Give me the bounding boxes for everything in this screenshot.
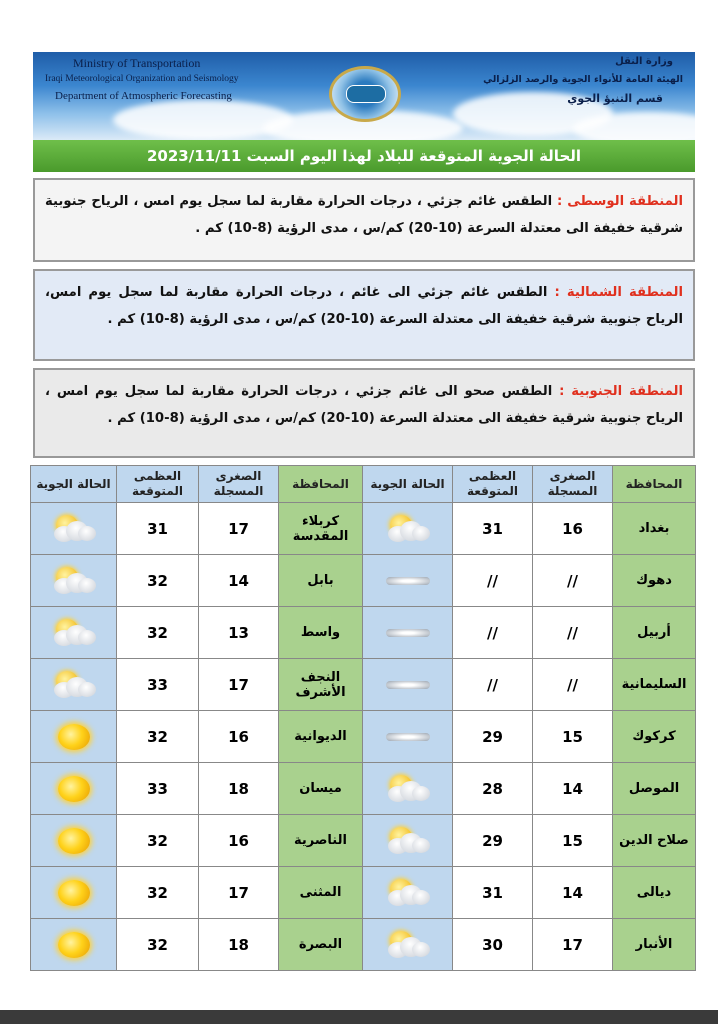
max-temp-cell: 32 <box>117 815 199 867</box>
max-temp-cell: 29 <box>453 711 533 763</box>
partly-cloudy-icon <box>50 514 98 544</box>
header-governorate: المحافظة <box>279 466 363 503</box>
governorate-cell: صلاح الدين <box>613 815 696 867</box>
governorate-cell: دهوك <box>613 555 696 607</box>
header-min-temp: الصغرى المسجلة <box>533 466 613 503</box>
page-title: الحالة الجوية المتوقعة للبلاد لهذا اليوم السبت 2023/11/11 <box>33 140 695 172</box>
governorate-cell: النجف الأشرف <box>279 659 363 711</box>
governorate-cell: بغداد <box>613 503 696 555</box>
weather-cell <box>363 867 453 919</box>
table-row <box>31 555 696 607</box>
partly-cloudy-icon <box>50 618 98 648</box>
partly-cloudy-icon <box>384 930 432 960</box>
partly-cloudy-icon <box>384 514 432 544</box>
header-governorate: المحافظة <box>613 466 696 503</box>
partly-cloudy-icon <box>384 774 432 804</box>
governorate-cell: ميسان <box>279 763 363 815</box>
region-central <box>33 178 695 262</box>
governorate-cell: الديوانية <box>279 711 363 763</box>
table-row <box>31 659 696 711</box>
partly-cloudy-icon <box>50 566 98 596</box>
min-temp-cell: 18 <box>199 763 279 815</box>
max-temp-cell: 29 <box>453 815 533 867</box>
min-temp-cell: 14 <box>199 555 279 607</box>
max-temp-cell: 31 <box>453 867 533 919</box>
min-temp-cell: 17 <box>199 867 279 919</box>
ministry-ar: وزارة النقل <box>615 56 673 67</box>
department-ar: قسم التنبؤ الجوي <box>567 92 663 105</box>
table-row <box>31 711 696 763</box>
min-temp-cell: 17 <box>199 659 279 711</box>
region-north <box>33 269 695 361</box>
min-temp-cell: // <box>533 555 613 607</box>
max-temp-cell: // <box>453 659 533 711</box>
region-north-text: الطقس غائم جزئي الى غائم ، درجات الحرارة مقاربة لما سجل يوم امس، الرياح جنوبية شرقية خفيفة الى معتدلة السرعة (10-20) كم/س ، مدى الرؤية (8-10) كم . <box>45 285 683 327</box>
sun-icon <box>50 930 98 960</box>
sun-icon <box>50 826 98 856</box>
weather-cell <box>31 919 117 971</box>
table-row <box>31 607 696 659</box>
table-row <box>31 867 696 919</box>
max-temp-cell: 28 <box>453 763 533 815</box>
department-en: Department of Atmospheric Forecasting <box>55 90 232 102</box>
max-temp-cell: 32 <box>117 867 199 919</box>
max-temp-cell: 31 <box>117 503 199 555</box>
min-temp-cell: 16 <box>199 815 279 867</box>
min-temp-cell: 14 <box>533 867 613 919</box>
max-temp-cell: 30 <box>453 919 533 971</box>
max-temp-cell: 32 <box>117 919 199 971</box>
weather-cell <box>31 815 117 867</box>
max-temp-cell: 32 <box>117 555 199 607</box>
forecast-table <box>30 465 696 971</box>
organization-en: Iraqi Meteorological Organization and Seismology <box>45 74 239 84</box>
weather-cell <box>31 555 117 607</box>
min-temp-cell: 17 <box>533 919 613 971</box>
min-temp-cell: 13 <box>199 607 279 659</box>
table-row <box>31 503 696 555</box>
governorate-cell: واسط <box>279 607 363 659</box>
min-temp-cell: 16 <box>533 503 613 555</box>
table-row <box>31 763 696 815</box>
min-temp-cell: 14 <box>533 763 613 815</box>
header-weather: الحالة الجوية <box>31 466 117 503</box>
partly-cloudy-icon <box>50 670 98 700</box>
max-temp-cell: 33 <box>117 763 199 815</box>
header-banner <box>33 52 695 140</box>
sun-icon <box>50 722 98 752</box>
governorate-cell: الموصل <box>613 763 696 815</box>
governorate-cell: الناصرية <box>279 815 363 867</box>
organization-ar: الهيئة العامة للأنواء الجوية والرصد الزلزالي <box>483 74 683 85</box>
governorate-cell: المثنى <box>279 867 363 919</box>
governorate-cell: كركوك <box>613 711 696 763</box>
weather-cell <box>363 607 453 659</box>
weather-cell <box>363 711 453 763</box>
weather-cell <box>363 763 453 815</box>
bottom-border <box>0 1010 718 1024</box>
weather-cell <box>31 503 117 555</box>
partly-cloudy-icon <box>384 826 432 856</box>
sun-icon <box>50 774 98 804</box>
region-central-text: الطقس غائم جزئي ، درجات الحرارة مقاربة لما سجل يوم امس ، الرياح جنوبية شرقية خفيفة الى معتدلة السرعة (10-20) كم/س ، مدى الرؤية (8-10) كم . <box>45 194 683 236</box>
min-temp-cell: // <box>533 659 613 711</box>
region-south-name: المنطقة الجنوبية : <box>559 384 684 399</box>
region-south <box>33 368 695 458</box>
weather-cell <box>31 763 117 815</box>
header-max-temp: العظمى المتوقعة <box>117 466 199 503</box>
thin-cloud-icon <box>384 722 432 752</box>
partly-cloudy-icon <box>384 878 432 908</box>
governorate-cell: الأنبار <box>613 919 696 971</box>
ministry-en: Ministry of Transportation <box>73 56 201 70</box>
governorate-cell: السليمانية <box>613 659 696 711</box>
sun-icon <box>50 878 98 908</box>
thin-cloud-icon <box>384 566 432 596</box>
header-max-temp: العظمى المتوقعة <box>453 466 533 503</box>
thin-cloud-icon <box>384 670 432 700</box>
governorate-cell: كربلاء المقدسة <box>279 503 363 555</box>
weather-cell <box>363 503 453 555</box>
region-south-text: الطقس صحو الى غائم جزئي ، درجات الحرارة مقاربة لما سجل يوم امس ، الرياح جنوبية شرقية خفيفة الى معتدلة السرعة (10-20) كم/س ، مدى الرؤية (8-10) كم . <box>45 384 683 426</box>
governorate-cell: بابل <box>279 555 363 607</box>
header-weather: الحالة الجوية <box>363 466 453 503</box>
weather-cell <box>31 607 117 659</box>
weather-cell <box>363 815 453 867</box>
min-temp-cell: // <box>533 607 613 659</box>
max-temp-cell: 32 <box>117 607 199 659</box>
weather-cell <box>363 919 453 971</box>
governorate-cell: البصرة <box>279 919 363 971</box>
region-north-name: المنطقة الشمالية : <box>554 285 683 300</box>
weather-cell <box>363 555 453 607</box>
weather-cell <box>31 659 117 711</box>
weather-cell <box>31 711 117 763</box>
min-temp-cell: 16 <box>199 711 279 763</box>
max-temp-cell: 32 <box>117 711 199 763</box>
weather-cell <box>363 659 453 711</box>
min-temp-cell: 17 <box>199 503 279 555</box>
min-temp-cell: 15 <box>533 711 613 763</box>
table-row <box>31 919 696 971</box>
max-temp-cell: // <box>453 555 533 607</box>
weather-cell <box>31 867 117 919</box>
max-temp-cell: 33 <box>117 659 199 711</box>
min-temp-cell: 18 <box>199 919 279 971</box>
governorate-cell: أربيل <box>613 607 696 659</box>
table-header-row <box>31 466 696 503</box>
region-central-name: المنطقة الوسطى : <box>557 194 683 209</box>
thin-cloud-icon <box>384 618 432 648</box>
governorate-cell: ديالى <box>613 867 696 919</box>
organization-logo <box>329 66 401 122</box>
max-temp-cell: 31 <box>453 503 533 555</box>
table-row <box>31 815 696 867</box>
min-temp-cell: 15 <box>533 815 613 867</box>
max-temp-cell: // <box>453 607 533 659</box>
header-min-temp: الصغرى المسجلة <box>199 466 279 503</box>
